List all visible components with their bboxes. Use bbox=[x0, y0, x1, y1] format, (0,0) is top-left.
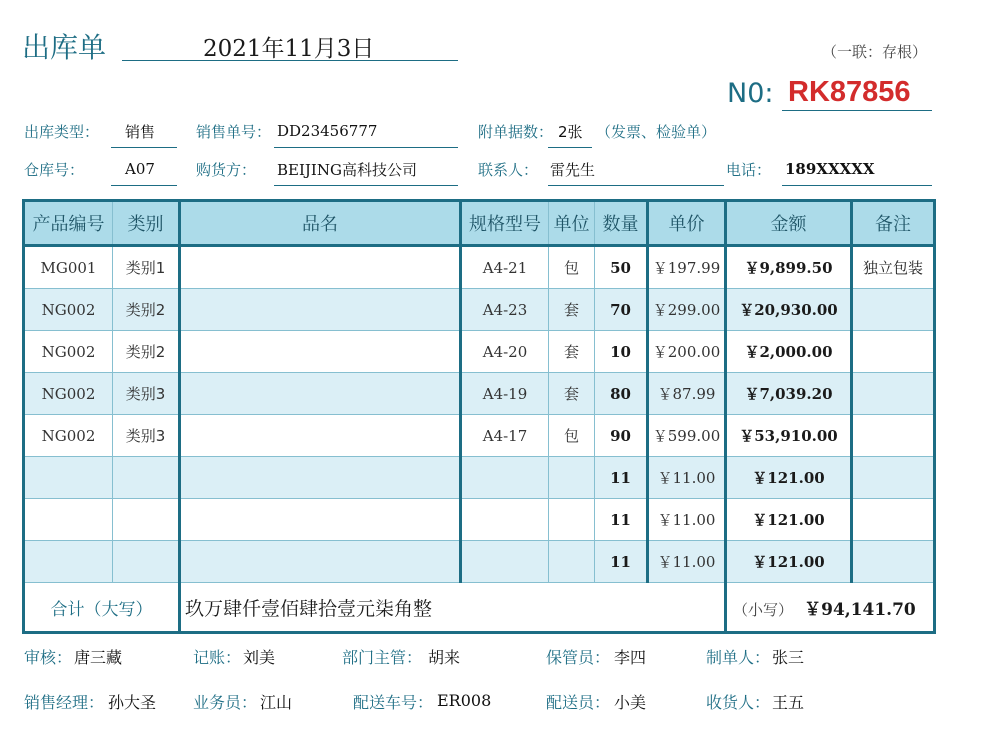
cell-spec: A4-19 bbox=[461, 373, 549, 415]
contact-value: 雷先生 bbox=[550, 161, 596, 179]
cell-note bbox=[852, 415, 935, 457]
cell-amount: ￥121.00 bbox=[726, 457, 852, 499]
cell-unit: 包 bbox=[549, 415, 595, 457]
courier-value: 小美 bbox=[614, 693, 647, 712]
cell-price: ￥599.00 bbox=[648, 415, 726, 457]
cell-category bbox=[113, 499, 180, 541]
buyer-underline bbox=[274, 185, 458, 186]
copy-note: （一联：存根） bbox=[822, 43, 928, 61]
dept-head-value: 胡来 bbox=[428, 648, 461, 667]
sales-manager-value: 孙大圣 bbox=[108, 693, 157, 712]
total-small-cell bbox=[726, 583, 935, 633]
cell-price: ￥11.00 bbox=[648, 541, 726, 583]
cell-price: ￥197.99 bbox=[648, 246, 726, 289]
keeper-label: 保管员： bbox=[546, 648, 611, 667]
out-type-underline bbox=[111, 147, 177, 148]
bookkeeper-value: 刘美 bbox=[243, 648, 276, 667]
table-row bbox=[24, 289, 935, 331]
cell-code: MG001 bbox=[24, 246, 113, 289]
dept-head-label: 部门主管： bbox=[342, 648, 423, 667]
sales-number-underline bbox=[274, 147, 458, 148]
cell-spec: A4-17 bbox=[461, 415, 549, 457]
cell-amount: ￥2,000.00 bbox=[726, 331, 852, 373]
maker-label: 制单人： bbox=[706, 648, 771, 667]
cell-spec bbox=[461, 457, 549, 499]
cell-name bbox=[180, 457, 461, 499]
column-header-category: 类别 bbox=[113, 201, 180, 246]
vehicle-label: 配送车号： bbox=[353, 693, 434, 712]
cell-qty: 50 bbox=[595, 246, 648, 289]
cell-note bbox=[852, 499, 935, 541]
table-row bbox=[24, 331, 935, 373]
cell-qty: 80 bbox=[595, 373, 648, 415]
buyer-value: BEIJING高科技公司 bbox=[277, 161, 417, 179]
reviewer-value: 唐三藏 bbox=[74, 648, 123, 667]
cell-qty: 10 bbox=[595, 331, 648, 373]
attachments-note: （发票、检验单） bbox=[596, 123, 717, 141]
cell-qty: 11 bbox=[595, 541, 648, 583]
cell-qty: 11 bbox=[595, 457, 648, 499]
column-header-name: 品名 bbox=[180, 201, 461, 246]
buyer-label: 购货方： bbox=[196, 161, 257, 179]
cell-price: ￥200.00 bbox=[648, 331, 726, 373]
table-row bbox=[24, 541, 935, 583]
cell-amount: ￥121.00 bbox=[726, 499, 852, 541]
sales-manager-label: 销售经理： bbox=[24, 693, 105, 712]
cell-amount: ￥121.00 bbox=[726, 541, 852, 583]
receiver-label: 收货人： bbox=[706, 693, 771, 712]
cell-note: 独立包装 bbox=[852, 246, 935, 289]
sales-number-value: DD23456777 bbox=[277, 122, 378, 140]
cell-amount: ￥20,930.00 bbox=[726, 289, 852, 331]
cell-amount: ￥9,899.50 bbox=[726, 246, 852, 289]
document-title: 出库单 bbox=[22, 31, 107, 64]
cell-category: 类别3 bbox=[113, 373, 180, 415]
cell-code: NG002 bbox=[24, 289, 113, 331]
cell-spec bbox=[461, 541, 549, 583]
cell-name bbox=[180, 289, 461, 331]
cell-name bbox=[180, 331, 461, 373]
cell-price: ￥299.00 bbox=[648, 289, 726, 331]
cell-category: 类别2 bbox=[113, 331, 180, 373]
table-row bbox=[24, 415, 935, 457]
courier-label: 配送员： bbox=[546, 693, 611, 712]
cell-amount: ￥7,039.20 bbox=[726, 373, 852, 415]
cell-unit bbox=[549, 499, 595, 541]
cell-code bbox=[24, 499, 113, 541]
warehouse-label: 仓库号： bbox=[24, 161, 85, 179]
cell-category bbox=[113, 457, 180, 499]
out-type-value: 销售 bbox=[125, 123, 156, 141]
cell-category bbox=[113, 541, 180, 583]
cell-spec: A4-23 bbox=[461, 289, 549, 331]
cell-spec: A4-21 bbox=[461, 246, 549, 289]
warehouse-value: A07 bbox=[125, 160, 155, 178]
table-row bbox=[24, 499, 935, 541]
cell-code: NG002 bbox=[24, 415, 113, 457]
number-underline bbox=[782, 110, 932, 111]
cell-unit: 包 bbox=[549, 246, 595, 289]
cell-price: ￥11.00 bbox=[648, 499, 726, 541]
cell-code: NG002 bbox=[24, 373, 113, 415]
cell-qty: 70 bbox=[595, 289, 648, 331]
cell-category: 类别3 bbox=[113, 415, 180, 457]
phone-label: 电话： bbox=[726, 161, 772, 179]
document-number-label: N0: bbox=[727, 78, 774, 109]
table-row bbox=[24, 373, 935, 415]
attachments-value: 2张 bbox=[558, 123, 583, 141]
cell-category: 类别2 bbox=[113, 289, 180, 331]
total-row bbox=[24, 583, 935, 633]
cell-note bbox=[852, 541, 935, 583]
clerk-label: 业务员： bbox=[193, 693, 258, 712]
column-header-price: 单价 bbox=[648, 201, 726, 246]
clerk-value: 江山 bbox=[260, 693, 293, 712]
contact-underline bbox=[548, 185, 724, 186]
document-date: 2021年11月3日 bbox=[203, 36, 375, 62]
total-small-label: （小写） bbox=[733, 600, 794, 619]
maker-value: 张三 bbox=[772, 648, 805, 667]
cell-unit bbox=[549, 457, 595, 499]
column-header-code: 产品编号 bbox=[24, 201, 113, 246]
column-header-amount: 金额 bbox=[726, 201, 852, 246]
cell-unit: 套 bbox=[549, 331, 595, 373]
column-header-qty: 数量 bbox=[595, 201, 648, 246]
total-label: 合计（大写） bbox=[24, 583, 180, 633]
cell-name bbox=[180, 541, 461, 583]
warehouse-underline bbox=[111, 185, 177, 186]
vehicle-value: ER008 bbox=[437, 691, 492, 710]
cell-name bbox=[180, 373, 461, 415]
cell-qty: 11 bbox=[595, 499, 648, 541]
cell-spec bbox=[461, 499, 549, 541]
total-in-words: 玖万肆仟壹佰肆拾壹元柒角整 bbox=[180, 583, 726, 633]
cell-price: ￥87.99 bbox=[648, 373, 726, 415]
cell-name bbox=[180, 415, 461, 457]
cell-spec: A4-20 bbox=[461, 331, 549, 373]
phone-underline bbox=[782, 185, 932, 186]
receiver-value: 王五 bbox=[772, 693, 805, 712]
column-header-unit: 单位 bbox=[549, 201, 595, 246]
cell-note bbox=[852, 289, 935, 331]
cell-note bbox=[852, 457, 935, 499]
attachments-label: 附单据数： bbox=[478, 123, 554, 141]
table-row bbox=[24, 457, 935, 499]
out-type-label: 出库类型： bbox=[24, 123, 100, 141]
column-header-note: 备注 bbox=[852, 201, 935, 246]
attachments-underline bbox=[548, 147, 592, 148]
cell-category: 类别1 bbox=[113, 246, 180, 289]
cell-code bbox=[24, 457, 113, 499]
table-row bbox=[24, 246, 935, 289]
keeper-value: 李四 bbox=[614, 648, 647, 667]
cell-unit: 套 bbox=[549, 373, 595, 415]
cell-code: NG002 bbox=[24, 331, 113, 373]
cell-name bbox=[180, 499, 461, 541]
cell-qty: 90 bbox=[595, 415, 648, 457]
items-table bbox=[22, 199, 936, 634]
cell-unit bbox=[549, 541, 595, 583]
sales-number-label: 销售单号： bbox=[196, 123, 272, 141]
reviewer-label: 审核： bbox=[24, 648, 73, 667]
cell-amount: ￥53,910.00 bbox=[726, 415, 852, 457]
total-amount: ￥94,141.70 bbox=[804, 599, 916, 620]
cell-note bbox=[852, 373, 935, 415]
cell-code bbox=[24, 541, 113, 583]
document-number: RK87856 bbox=[788, 76, 911, 108]
column-header-spec: 规格型号 bbox=[461, 201, 549, 246]
cell-price: ￥11.00 bbox=[648, 457, 726, 499]
cell-note bbox=[852, 331, 935, 373]
contact-label: 联系人： bbox=[478, 161, 539, 179]
bookkeeper-label: 记账： bbox=[193, 648, 242, 667]
table-header-row bbox=[24, 201, 935, 246]
phone-value: 189XXXXX bbox=[785, 160, 875, 178]
cell-name bbox=[180, 246, 461, 289]
cell-unit: 套 bbox=[549, 289, 595, 331]
